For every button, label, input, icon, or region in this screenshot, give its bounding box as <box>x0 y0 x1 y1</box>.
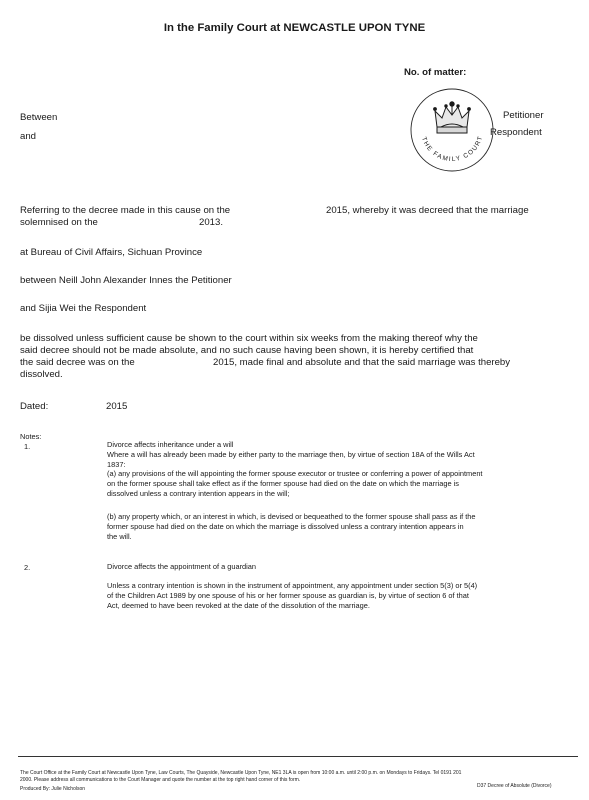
note-line: the will. <box>107 532 132 541</box>
form-code: D37 Decree of Absolute (Divorce) <box>477 783 552 789</box>
decree-paragraph-line: 2015, made final and absolute and that the said marriage was thereby <box>213 357 511 368</box>
footer-address-line: The Court Office at the Family Court at Newcastle Upon Tyne, Law Courts, The Quayside, Newcastle Upon Tyne, NE1 3LA is open from 10:00 a.m. until 2:00 p.m. on Mondays to Fridays. Tel 0191 201 <box>20 770 462 776</box>
produced-by: Produced By: Julie Nicholson <box>20 786 86 792</box>
referring-year-text: 2015, whereby it was decreed that the marriage <box>326 205 529 216</box>
note-line: dissolved unless a contrary intention appears in the will; <box>107 489 290 498</box>
solemnised-year: 2013. <box>199 217 224 228</box>
respondent-line: and Sijia Wei the Respondent <box>20 303 147 314</box>
note-line: (a) any provisions of the will appointing the former spouse executor or trustee or conferring a power of appointment <box>107 469 483 478</box>
dated-value: 2015 <box>106 401 128 412</box>
marriage-place: at Bureau of Civil Affairs, Sichuan Province <box>20 247 203 258</box>
note-line: (b) any property which, or an interest in which, is devised or bequeathed to the former spouse shall pass as if the <box>107 512 476 521</box>
note-line: Where a will has already been made by either party to the marriage then, by virtue of section 18A of the Wills Act <box>107 450 475 459</box>
referring-text: Referring to the decree made in this cause on the <box>20 205 231 216</box>
court-seal <box>409 87 495 173</box>
crown-icon <box>434 102 471 133</box>
respondent-label: Respondent <box>490 127 542 138</box>
decree-paragraph-line: the said decree was on the <box>20 357 135 368</box>
note-line: former spouse had died on the date on which the marriage is dissolved unless a contrary intention appears in <box>107 522 464 531</box>
svg-text:THE FAMILY COURT <box>420 134 485 163</box>
note-line: of the Children Act 1989 by one spouse of his or her former spouse as guardian is, by virtue of section 6 of that <box>107 591 469 600</box>
decree-paragraph-line: be dissolved unless sufficient cause be shown to the court within six weeks from the making thereof why the <box>20 333 478 344</box>
seal-text: THE FAMILY COURT <box>419 134 485 164</box>
between-label: Between <box>20 112 58 123</box>
note-title: Divorce affects the appointment of a guardian <box>107 562 256 571</box>
page-title: In the Family Court at NEWCASTLE UPON TYNE <box>163 22 426 34</box>
note-title: Divorce affects inheritance under a will <box>107 440 234 449</box>
and-label: and <box>20 131 37 142</box>
note-line: Act, deemed to have been revoked at the date of the dissolution of the marriage. <box>107 601 370 610</box>
footer-address-line: 2000. Please address all communications to the Court Manager and quote the number at the top right hand corner of this form. <box>20 777 301 783</box>
note-number: 2. <box>24 563 31 572</box>
petitioner-label: Petitioner <box>503 110 544 121</box>
solemnised-text: solemnised on the <box>20 217 98 228</box>
petitioner-line: between Neill John Alexander Innes the Petitioner <box>20 275 232 286</box>
decree-paragraph-line: said decree should not be made absolute, and no such cause having been shown, it is hereby certified that <box>20 345 474 356</box>
decree-paragraph-line: dissolved. <box>20 369 63 380</box>
matter-number-label: No. of matter: <box>404 67 467 78</box>
dated-label: Dated: <box>20 401 49 412</box>
note-line: on the former spouse shall take effect as if the former spouse had died on the date on which the marriage is <box>107 479 459 488</box>
notes-heading: Notes: <box>20 432 42 441</box>
note-line: Unless a contrary intention is shown in the instrument of appointment, any appointment under section 5(3) or 5(4) <box>107 581 478 590</box>
footer-divider <box>18 756 578 757</box>
note-number: 1. <box>24 442 31 451</box>
note-line: 1837: <box>107 460 126 469</box>
